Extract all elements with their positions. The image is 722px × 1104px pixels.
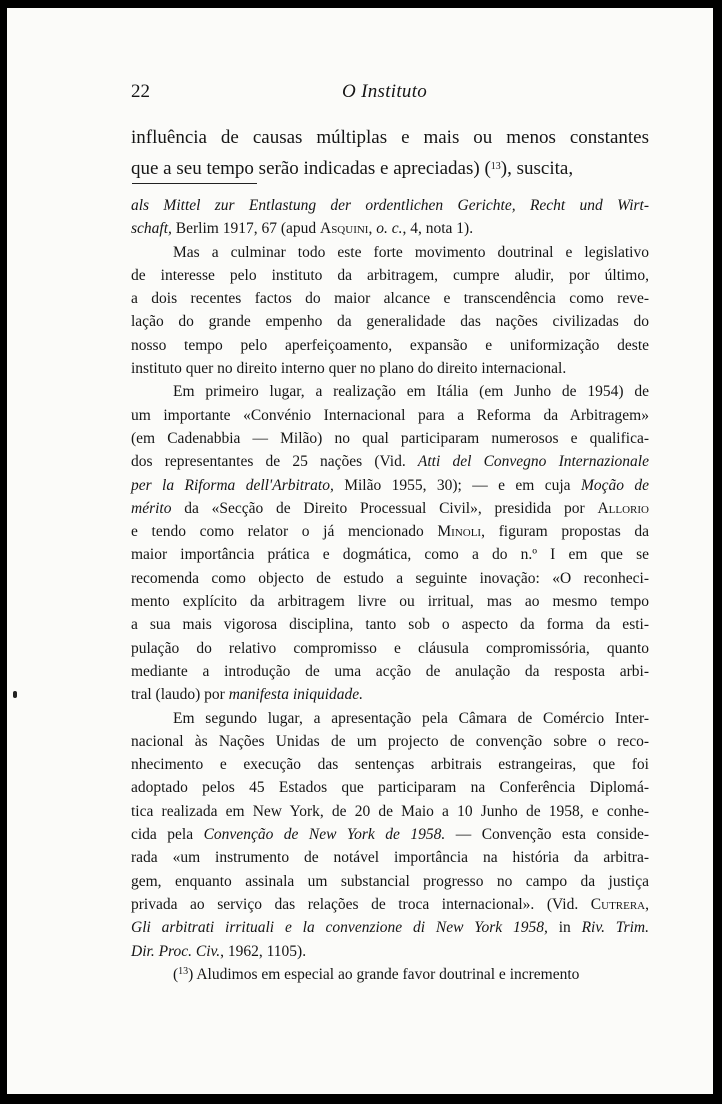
note-line: nhecimento e execução das sentenças arbitrais estrangeiras, que foi — [131, 756, 649, 774]
main-text — [131, 122, 649, 184]
note-line: Dir. Proc. Civ., 1962, 1105). — [131, 942, 307, 960]
note-line: e tendo como relator o já mencionado Minoli, figuram propostas da — [131, 523, 649, 541]
note-line: cida pela Convenção de New York de 1958. — Convenção esta conside- — [131, 826, 650, 844]
note-line: Em primeiro lugar, a realização em Itália (em Junho de 1954) de — [173, 383, 649, 401]
note-line: nosso tempo pelo aperfeiçoamento, expansão e uniformização deste — [131, 336, 649, 354]
note-line: pulação do relativo compromisso e cláusula compromissória, quanto — [131, 639, 649, 657]
note-line: Gli arbitrati irrituali e la convenzione di New York 1958, in Riv. Trim. — [131, 919, 649, 937]
main-line: que a seu tempo serão indicadas e apreciadas) ($^{13}$), suscita, — [131, 158, 574, 179]
note-line: Mas a culminar todo este forte movimento doutrinal e legislativo — [173, 243, 649, 261]
note-line: recomenda como objecto de estudo a seguinte inovação: «O reconheci- — [131, 569, 649, 587]
running-title: O Instituto — [342, 81, 428, 102]
main-line: influência de causas múltiplas e mais ou menos constantes — [131, 127, 649, 148]
footnotes — [131, 194, 649, 986]
note-line: nacional às Nações Unidas de um projecto de convenção sobre o reco- — [131, 732, 649, 750]
note-line: privada ao serviço das relações de troca internacional». (Vid. Cutrera, — [131, 895, 649, 913]
note-line: (em Cadenabbia — Milão) no qual participaram numerosos e qualifica- — [131, 429, 649, 447]
note-line: gem, enquanto assinala um substancial progresso no campo da justiça — [131, 872, 649, 890]
margin-mark — [13, 691, 17, 698]
note-line: lação do grande empenho da generalidade das nações civilizadas do — [131, 313, 649, 331]
note-line: dos representantes de 25 nações (Vid. Atti del Convegno Internazionale — [131, 453, 649, 471]
note-line: maior importância prática e dogmática, como a do n.º I em que se — [131, 546, 649, 564]
page-number: 22 — [131, 81, 150, 102]
note-line: a dois recentes factos do maior alcance e transcendência como reve- — [131, 290, 649, 308]
note-line: a sua mais vigorosa disciplina, tanto sob o aspecto da forma da esti- — [131, 616, 649, 634]
footnote-13: ($^{13}$) Aludimos em especial ao grande favor doutrinal e incremento — [173, 965, 580, 983]
note-line: instituto quer no direito interno quer no plano do direito internacional. — [131, 360, 567, 378]
note-line: de interesse pelo instituto da arbitragem, cumpre aludir, por último, — [131, 266, 649, 284]
note-line: mento explícito da arbitragem livre ou irritual, mas ao mesmo tempo — [131, 593, 649, 611]
note-line: mérito da «Secção de Direito Processual Civil», presidida por Allorio — [131, 499, 649, 517]
page-header — [131, 81, 649, 105]
note-line: per la Riforma dell'Arbitrato, Milão 1955, 30); — e em cuja Moção de — [131, 476, 649, 494]
note-line: tica realizada em New York, de 20 de Maio a 10 Junho de 1958, e conhe- — [131, 802, 649, 820]
note-line: Em segundo lugar, a apresentação pela Câmara de Comércio Inter- — [173, 709, 649, 727]
note-line: tral (laudo) por manifesta iniquidade. — [131, 686, 364, 704]
note-line: rada «um instrumento de notável importância na história da arbitra- — [131, 849, 649, 867]
note-line: als Mittel zur Entlastung der ordentlichen Gerichte, Recht und Wirt- — [131, 197, 649, 214]
document-page — [7, 8, 713, 1094]
note-line: adoptado pelos 45 Estados que participaram na Conferência Diplomá- — [131, 779, 649, 797]
footnote-ref: 13 — [490, 161, 501, 172]
note-line: mediante a introdução de uma acção de anulação da resposta arbi- — [131, 662, 649, 680]
footnote-divider — [132, 183, 257, 184]
note-line: schaft, Berlim 1917, 67 (apud Asquini, o. c., 4, nota 1). — [131, 220, 474, 238]
note-line: um importante «Convénio Internacional para a Reforma da Arbitragem» — [131, 406, 649, 424]
